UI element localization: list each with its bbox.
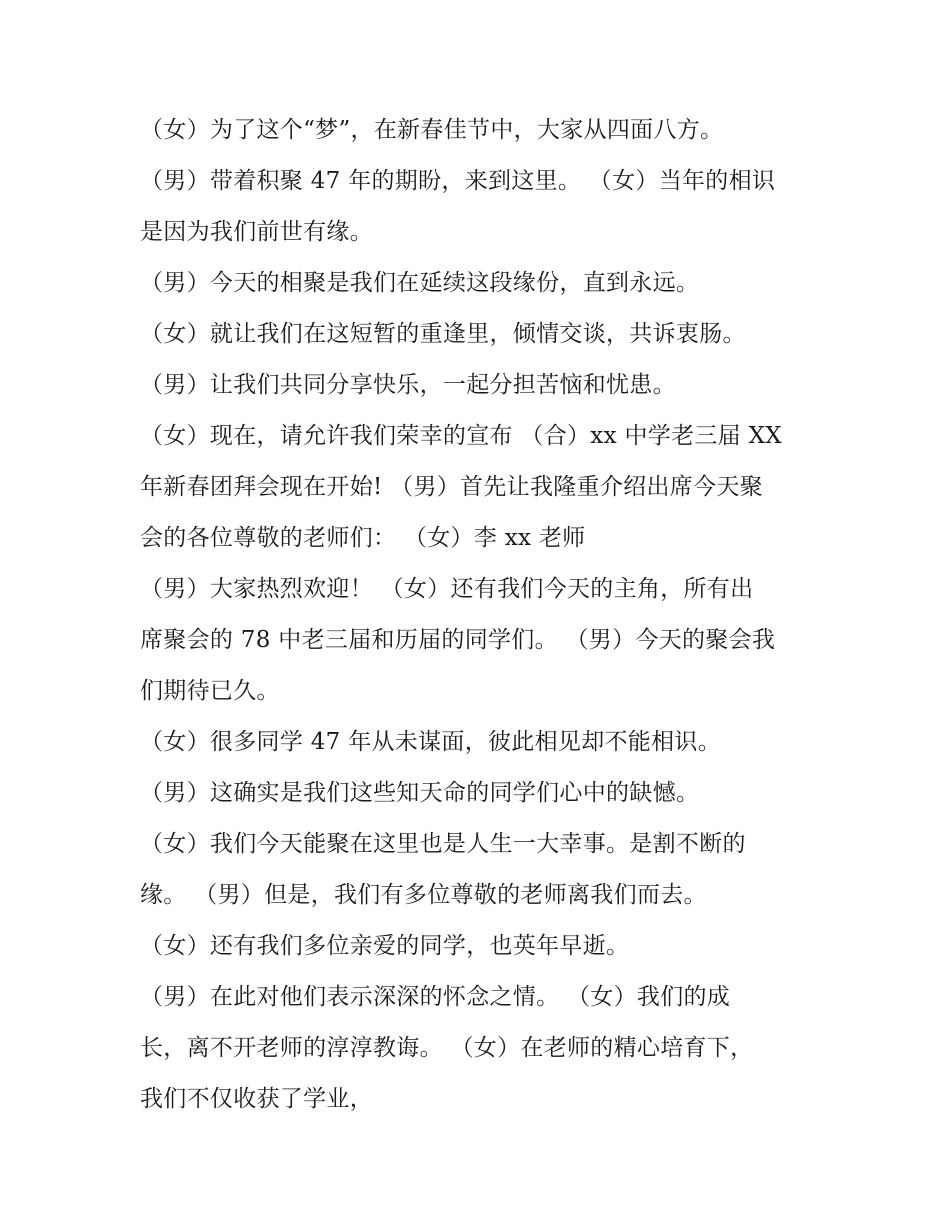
text-line: 年新春团拜会现在开始! （男）首先让我隆重介绍出席今天聚 [140,474,763,500]
text-line: （男）在此对他们表示深深的怀念之情。 （女）我们的成 [140,984,731,1010]
text-line: （男）带着积聚 47 年的期盼，来到这里。 （女）当年的相识 [140,168,776,194]
text-line: （男）今天的相聚是我们在延续这段缘份，直到永远。 [140,270,700,296]
text-line: 长，离不开老师的淳淳教诲。 （女）在老师的精心培育下， [140,1035,754,1061]
text-line: 会的各位尊敬的老师们： （女）李 xx 老师 [140,525,586,551]
text-line: （男）让我们共同分享快乐，一起分担苦恼和忧患。 [140,372,676,398]
text-line: （女）很多同学 47 年从未谋面，彼此相见却不能相识。 [140,729,721,755]
text-line: 缘。 （男）但是，我们有多位尊敬的老师离我们而去。 [140,882,707,908]
text-line: 席聚会的 78 中老三届和历届的同学们。 （男）今天的聚会我 [140,627,776,653]
text-line: （女）就让我们在这短暂的重逢里，倾情交谈，共诉衷肠。 [140,321,746,347]
text-line: 是因为我们前世有缘。 [140,219,373,245]
text-line: （女）我们今天能聚在这里也是人生一大幸事。是割不断的 [140,831,746,857]
text-line: （男）这确实是我们这些知天命的同学们心中的缺憾。 [140,780,700,806]
text-line: （女）为了这个“梦”，在新春佳节中，大家从四面八方。 [140,117,724,143]
text-line: 我们不仅收获了学业， [140,1086,373,1112]
text-line: （女）现在，请允许我们荣幸的宣布 （合）xx 中学老三届 XX [140,423,782,449]
document-body [140,108,820,1128]
text-line: （女）还有我们多位亲爱的同学，也英年早逝。 [140,933,630,959]
text-line: 们期待已久。 [140,678,280,704]
text-line: （男）大家热烈欢迎！ （女）还有我们今天的主角，所有出 [140,576,754,602]
